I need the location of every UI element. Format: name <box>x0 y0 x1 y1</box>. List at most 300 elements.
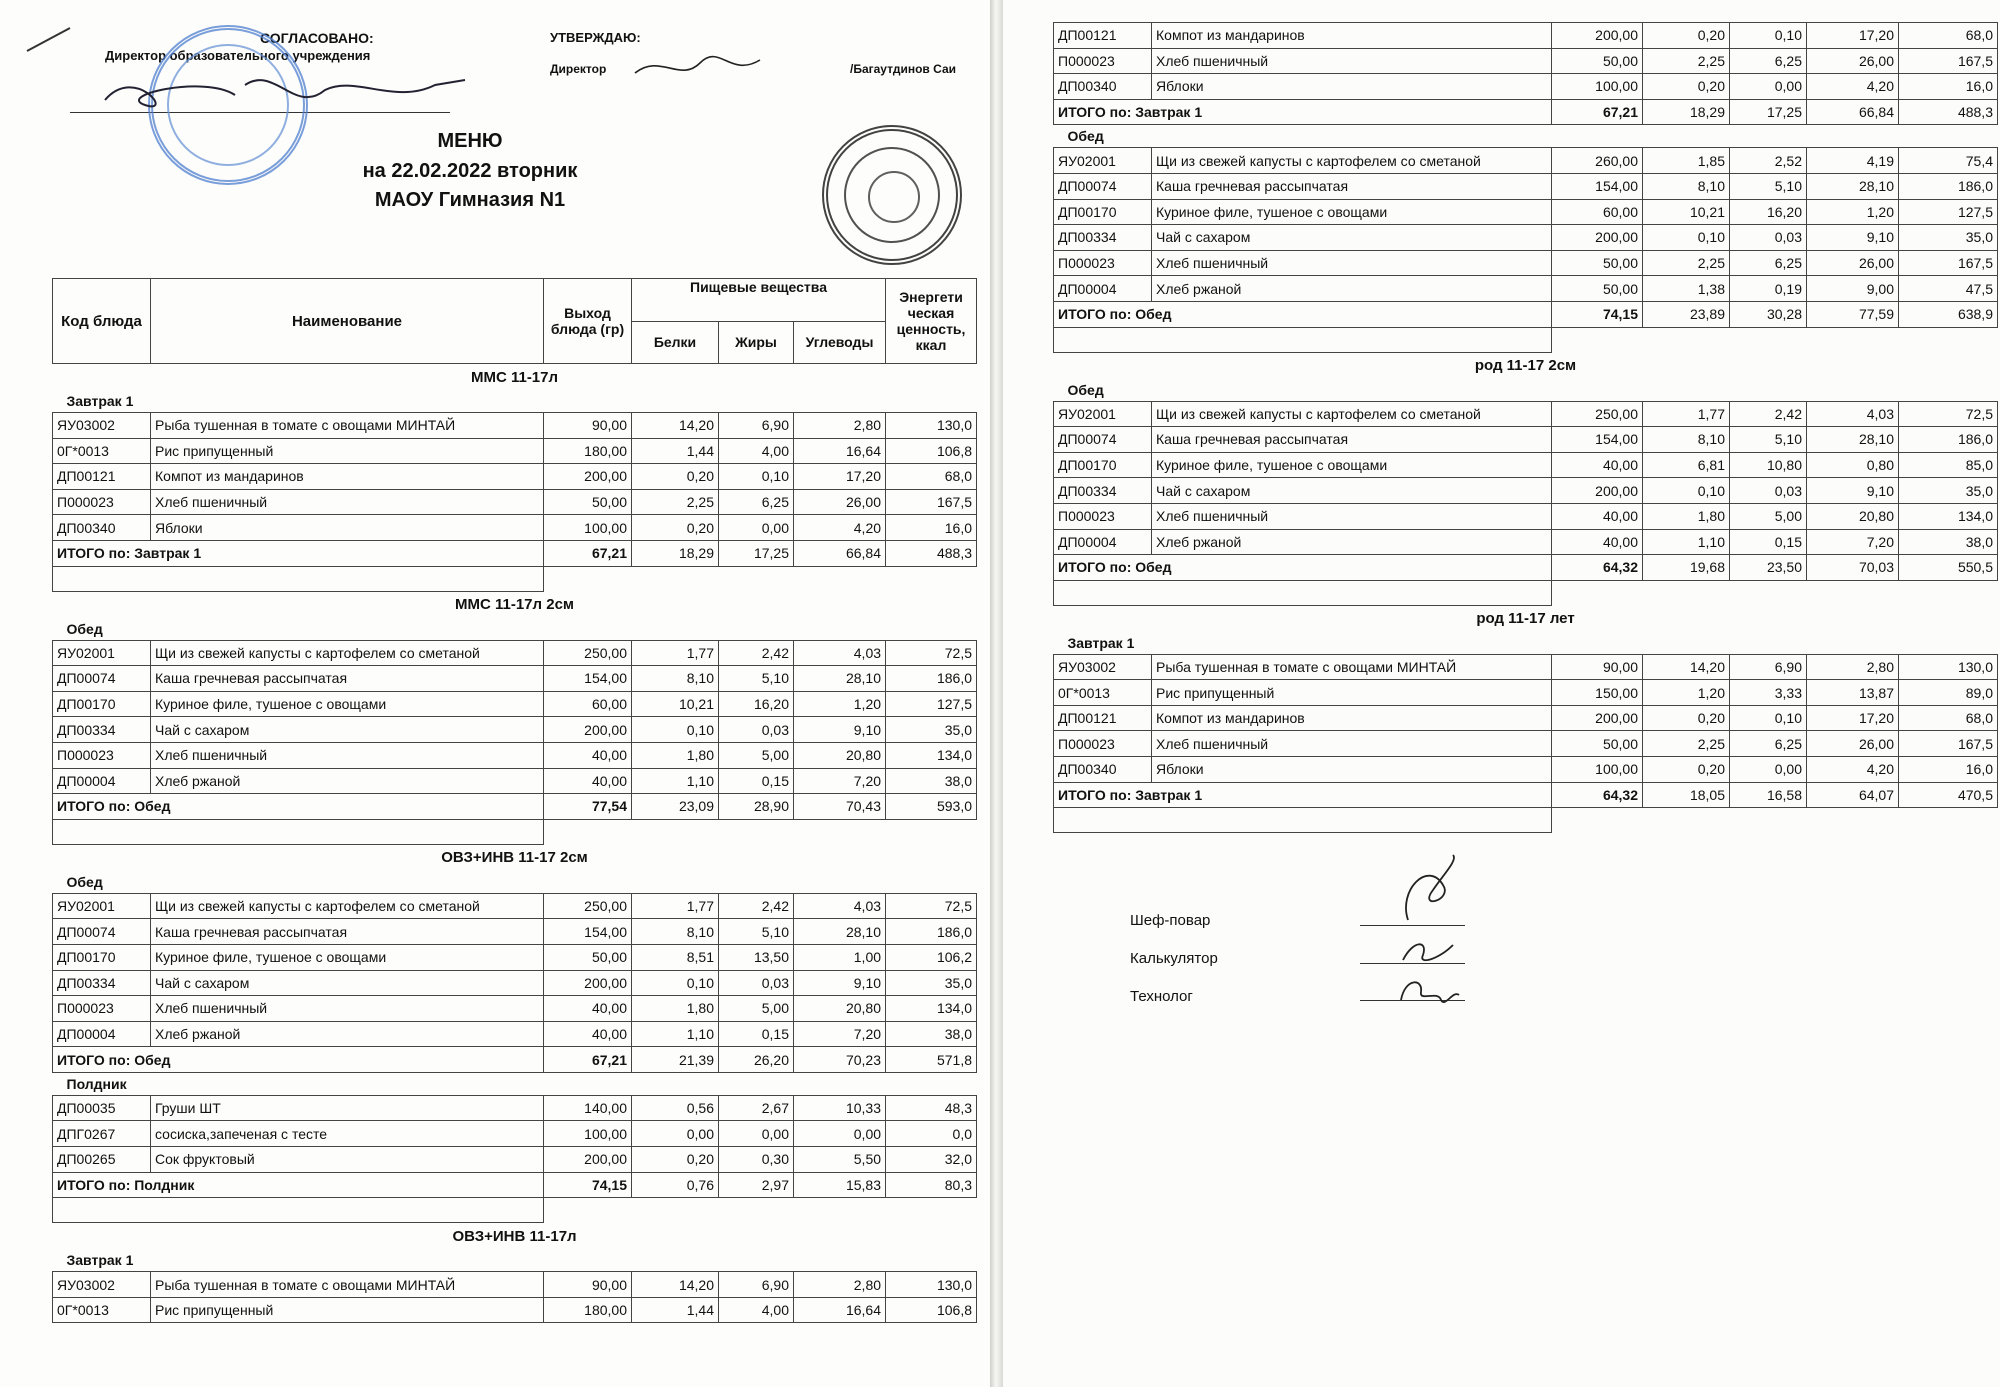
dish-energy: 68,0 <box>1899 705 1998 731</box>
dish-name: Щи из свежей капусты с картофелем со сметаной <box>151 893 544 919</box>
spacer-cell <box>53 566 544 591</box>
dish-code: ЯУ02001 <box>53 640 151 666</box>
dish-fats: 2,52 <box>1730 148 1807 174</box>
dish-yield: 100,00 <box>544 515 632 541</box>
dish-code: ДП00004 <box>53 1021 151 1047</box>
dish-proteins: 8,51 <box>632 944 719 970</box>
dish-yield: 180,00 <box>544 1297 632 1323</box>
dish-fats: 0,15 <box>719 1021 794 1047</box>
dish-proteins: 1,80 <box>632 996 719 1022</box>
total-label: ИТОГО по: Завтрак 1 <box>53 540 544 566</box>
dish-proteins: 1,80 <box>1643 503 1730 529</box>
dish-carbs: 26,00 <box>1807 250 1899 276</box>
dish-code: ДП00334 <box>1054 225 1152 251</box>
dish-yield: 60,00 <box>544 691 632 717</box>
dish-code: ДП00340 <box>1054 757 1152 783</box>
calculator-label: Калькулятор <box>1130 950 1218 967</box>
dish-energy: 35,0 <box>1899 225 1998 251</box>
total-yield: 74,15 <box>1552 301 1643 327</box>
page-gutter <box>990 0 1003 1387</box>
dish-name: Хлеб ржаной <box>1152 529 1552 555</box>
dish-carbs: 9,10 <box>794 717 886 743</box>
dish-fats: 0,00 <box>719 1121 794 1147</box>
dish-code: П000023 <box>1054 503 1152 529</box>
dish-code: ДП00265 <box>53 1147 151 1173</box>
dish-energy: 186,0 <box>1899 173 1998 199</box>
dish-energy: 38,0 <box>886 1021 977 1047</box>
dish-proteins: 0,00 <box>632 1121 719 1147</box>
dish-name: Груши ШТ <box>151 1095 544 1121</box>
dish-name: Хлеб пшеничный <box>1152 731 1552 757</box>
dish-name: Чай с сахаром <box>151 717 544 743</box>
table-row <box>1054 173 1998 199</box>
dish-yield: 100,00 <box>1552 757 1643 783</box>
approval-left-title: СОГЛАСОВАНО: <box>260 30 374 46</box>
dish-carbs: 1,00 <box>794 944 886 970</box>
total-proteins: 23,09 <box>632 794 719 820</box>
dish-proteins: 10,21 <box>1643 199 1730 225</box>
total-carbs: 77,59 <box>1807 301 1899 327</box>
meal-title: Обед <box>66 873 103 890</box>
total-fats: 17,25 <box>1730 99 1807 125</box>
section-title: род 11-17 лет <box>1476 610 1575 628</box>
director-signature <box>95 55 475 125</box>
dish-code: ДП00004 <box>53 768 151 794</box>
dish-carbs: 20,80 <box>794 996 886 1022</box>
dish-carbs: 4,20 <box>1807 74 1899 100</box>
total-energy: 571,8 <box>886 1047 977 1073</box>
dish-code: П000023 <box>53 996 151 1022</box>
dish-proteins: 1,10 <box>632 768 719 794</box>
dish-fats: 0,03 <box>1730 225 1807 251</box>
total-carbs: 66,84 <box>1807 99 1899 125</box>
dish-energy: 106,8 <box>886 438 977 464</box>
dish-name: сосиска,запеченая с тесте <box>151 1121 544 1147</box>
dish-yield: 200,00 <box>544 970 632 996</box>
dish-fats: 5,10 <box>719 666 794 692</box>
dish-yield: 250,00 <box>1552 401 1643 427</box>
corner-mark <box>25 25 75 55</box>
dish-fats: 5,10 <box>1730 173 1807 199</box>
left-sec3-snack-total <box>53 1172 977 1223</box>
spacer-cell <box>53 819 544 844</box>
table-row <box>53 1121 977 1147</box>
dish-carbs: 5,50 <box>794 1147 886 1173</box>
right-top-lunch-rows <box>1054 148 1998 302</box>
dish-energy: 16,0 <box>886 515 977 541</box>
dish-carbs: 10,33 <box>794 1095 886 1121</box>
left-sec3-snack <box>53 1072 977 1095</box>
total-energy: 550,5 <box>1899 555 1998 581</box>
header-carbs: Углеводы <box>794 321 886 364</box>
dish-carbs: 28,10 <box>794 919 886 945</box>
right-top-lunch-total <box>1054 301 1998 352</box>
dish-energy: 186,0 <box>1899 427 1998 453</box>
total-fats: 26,20 <box>719 1047 794 1073</box>
table-row <box>53 666 977 692</box>
meal-title: Обед <box>1067 128 1104 145</box>
dish-code: ЯУ02001 <box>53 893 151 919</box>
total-label: ИТОГО по: Завтрак 1 <box>1054 782 1552 808</box>
total-carbs: 64,07 <box>1807 782 1899 808</box>
dish-code: ЯУ03002 <box>53 413 151 439</box>
dish-fats: 5,00 <box>1730 503 1807 529</box>
dish-energy: 134,0 <box>886 996 977 1022</box>
dish-energy: 130,0 <box>1899 654 1998 680</box>
table-row <box>53 1272 977 1298</box>
dish-name: Рыба тушенная в томате с овощами МИНТАЙ <box>151 413 544 439</box>
dish-code: П000023 <box>53 489 151 515</box>
dish-proteins: 0,56 <box>632 1095 719 1121</box>
right-top-lunch <box>1054 125 1998 148</box>
dish-code: ДП00035 <box>53 1095 151 1121</box>
table-row <box>1054 731 1998 757</box>
dish-proteins: 2,25 <box>1643 250 1730 276</box>
dish-code: ДП00121 <box>1054 705 1152 731</box>
dish-name: Куриное филе, тушеное с овощами <box>151 944 544 970</box>
dish-carbs: 0,80 <box>1807 452 1899 478</box>
total-energy: 488,3 <box>1899 99 1998 125</box>
left-sec2 <box>53 591 977 640</box>
dish-code: ЯУ03002 <box>53 1272 151 1298</box>
dish-carbs: 1,20 <box>794 691 886 717</box>
table-row <box>53 640 977 666</box>
dish-yield: 40,00 <box>544 742 632 768</box>
chef-label: Шеф-повар <box>1130 912 1211 929</box>
section-title: род 11-17 2см <box>1474 357 1577 375</box>
dish-yield: 100,00 <box>1552 74 1643 100</box>
table-row <box>1054 705 1998 731</box>
dish-name: Рыба тушенная в томате с овощами МИНТАЙ <box>1152 654 1552 680</box>
dish-yield: 200,00 <box>544 717 632 743</box>
dish-proteins: 0,10 <box>632 970 719 996</box>
dish-carbs: 17,20 <box>794 464 886 490</box>
total-energy: 488,3 <box>886 540 977 566</box>
menu-table-left <box>52 278 977 1323</box>
dish-yield: 200,00 <box>544 1147 632 1173</box>
dish-yield: 180,00 <box>544 438 632 464</box>
menu-school: МАОУ Гимназия N1 <box>374 189 566 211</box>
dish-code: 0Г*0013 <box>1054 680 1152 706</box>
chef-signature <box>1388 850 1468 930</box>
dish-proteins: 1,10 <box>632 1021 719 1047</box>
total-yield: 67,21 <box>544 1047 632 1073</box>
total-row <box>53 540 977 566</box>
left-sec4 <box>53 1223 977 1272</box>
official-stamp <box>822 125 962 265</box>
dish-fats: 0,10 <box>1730 705 1807 731</box>
spacer-cell <box>53 1198 544 1223</box>
dish-carbs: 7,20 <box>1807 529 1899 555</box>
table-row <box>53 768 977 794</box>
total-fats: 16,58 <box>1730 782 1807 808</box>
dish-carbs: 28,10 <box>1807 173 1899 199</box>
dish-code: 0Г*0013 <box>53 1297 151 1323</box>
left-sec3-snack-rows <box>53 1095 977 1172</box>
total-energy: 470,5 <box>1899 782 1998 808</box>
dish-name: Куриное филе, тушеное с овощами <box>1152 452 1552 478</box>
dish-name: Хлеб ржаной <box>151 1021 544 1047</box>
total-label: ИТОГО по: Завтрак 1 <box>1054 99 1552 125</box>
dish-code: П000023 <box>1054 250 1152 276</box>
total-label: ИТОГО по: Полдник <box>53 1172 544 1198</box>
dish-carbs: 9,10 <box>1807 478 1899 504</box>
right-sec2-total <box>1054 555 1998 606</box>
dish-yield: 154,00 <box>1552 427 1643 453</box>
dish-proteins: 2,25 <box>1643 48 1730 74</box>
dish-code: ДП00074 <box>1054 173 1152 199</box>
spacer-cell <box>1552 327 1998 352</box>
left-sec3-total <box>53 1047 977 1073</box>
dish-carbs: 28,10 <box>1807 427 1899 453</box>
menu-title: МЕНЮ <box>437 130 503 152</box>
dish-name: Хлеб пшеничный <box>151 489 544 515</box>
dish-fats: 5,00 <box>719 742 794 768</box>
dish-yield: 50,00 <box>544 944 632 970</box>
dish-energy: 127,5 <box>886 691 977 717</box>
dish-yield: 40,00 <box>1552 503 1643 529</box>
dish-fats: 6,25 <box>1730 48 1807 74</box>
table-header-row <box>53 279 977 322</box>
dish-carbs: 4,20 <box>1807 757 1899 783</box>
dish-name: Хлеб ржаной <box>1152 276 1552 302</box>
total-proteins: 19,68 <box>1643 555 1730 581</box>
dish-carbs: 4,19 <box>1807 148 1899 174</box>
dish-energy: 106,2 <box>886 944 977 970</box>
dish-code: ДП00170 <box>1054 452 1152 478</box>
dish-energy: 68,0 <box>886 464 977 490</box>
total-carbs: 70,03 <box>1807 555 1899 581</box>
dish-yield: 260,00 <box>1552 148 1643 174</box>
table-row <box>1054 199 1998 225</box>
dish-proteins: 14,20 <box>632 413 719 439</box>
dish-name: Хлеб пшеничный <box>151 996 544 1022</box>
total-energy: 80,3 <box>886 1172 977 1198</box>
total-energy: 593,0 <box>886 794 977 820</box>
dish-code: ДП00340 <box>1054 74 1152 100</box>
right-sec2-rows <box>1054 401 1998 555</box>
dish-carbs: 13,87 <box>1807 680 1899 706</box>
table-row <box>53 944 977 970</box>
right-sec3-rows <box>1054 654 1998 782</box>
dish-name: Куриное филе, тушеное с овощами <box>151 691 544 717</box>
dish-code: П000023 <box>53 742 151 768</box>
dish-proteins: 1,10 <box>1643 529 1730 555</box>
dish-yield: 250,00 <box>544 640 632 666</box>
dish-name: Куриное филе, тушеное с овощами <box>1152 199 1552 225</box>
dish-fats: 0,10 <box>1730 23 1807 49</box>
right-top-rows <box>1054 23 1998 100</box>
right-page <box>1003 0 2000 1387</box>
total-row <box>53 794 977 820</box>
dish-proteins: 1,44 <box>632 438 719 464</box>
dish-energy: 167,5 <box>1899 250 1998 276</box>
spacer-cell <box>1054 580 1552 605</box>
dish-name: Хлеб пшеничный <box>1152 48 1552 74</box>
spacer-cell <box>1054 808 1552 833</box>
technologist-signature <box>1393 970 1463 1010</box>
total-carbs: 70,23 <box>794 1047 886 1073</box>
header-code: Код блюда <box>53 279 151 364</box>
meal-title: Обед <box>66 620 103 637</box>
dish-carbs: 4,20 <box>794 515 886 541</box>
table-row <box>1054 276 1998 302</box>
total-proteins: 0,76 <box>632 1172 719 1198</box>
section-title: ММС 11-17л <box>470 368 559 386</box>
dish-code: 0Г*0013 <box>53 438 151 464</box>
table-row <box>53 717 977 743</box>
table-row <box>1054 452 1998 478</box>
left-sec1-total <box>53 540 977 591</box>
spacer-row <box>1054 580 1998 605</box>
spacer-row <box>1054 327 1998 352</box>
dish-proteins: 1,77 <box>632 893 719 919</box>
dish-fats: 13,50 <box>719 944 794 970</box>
meal-title: Полдник <box>66 1075 127 1092</box>
dish-name: Каша гречневая рассыпчатая <box>151 666 544 692</box>
total-proteins: 18,29 <box>632 540 719 566</box>
table-row <box>1054 74 1998 100</box>
dish-energy: 72,5 <box>1899 401 1998 427</box>
dish-energy: 72,5 <box>886 893 977 919</box>
meal-title: Завтрак 1 <box>66 1252 134 1269</box>
total-proteins: 18,29 <box>1643 99 1730 125</box>
dish-proteins: 0,20 <box>632 464 719 490</box>
dish-energy: 167,5 <box>1899 731 1998 757</box>
dish-carbs: 16,64 <box>794 1297 886 1323</box>
dish-yield: 40,00 <box>544 768 632 794</box>
dish-carbs: 26,00 <box>1807 731 1899 757</box>
technologist-label: Технолог <box>1130 988 1193 1005</box>
total-yield: 77,54 <box>544 794 632 820</box>
dish-yield: 90,00 <box>544 1272 632 1298</box>
dish-proteins: 0,20 <box>1643 23 1730 49</box>
dish-name: Яблоки <box>151 515 544 541</box>
spacer-cell <box>544 1198 977 1223</box>
dish-carbs: 7,20 <box>794 768 886 794</box>
dish-code: ЯУ02001 <box>1054 148 1152 174</box>
table-row <box>53 970 977 996</box>
dish-yield: 90,00 <box>1552 654 1643 680</box>
dish-code: ДП00004 <box>1054 529 1152 555</box>
dish-code: ДП00170 <box>53 944 151 970</box>
table-row <box>1054 654 1998 680</box>
dish-code: ДП00334 <box>53 970 151 996</box>
dish-fats: 0,15 <box>719 768 794 794</box>
table-row <box>1054 48 1998 74</box>
dish-code: ДП00004 <box>1054 276 1152 302</box>
section-title: ММС 11-17л 2см <box>455 596 575 614</box>
dish-energy: 68,0 <box>1899 23 1998 49</box>
dish-yield: 40,00 <box>544 996 632 1022</box>
total-carbs: 15,83 <box>794 1172 886 1198</box>
dish-proteins: 1,85 <box>1643 148 1730 174</box>
dish-name: Яблоки <box>1152 757 1552 783</box>
dish-fats: 0,15 <box>1730 529 1807 555</box>
dish-carbs: 4,03 <box>1807 401 1899 427</box>
dish-name: Компот из мандаринов <box>151 464 544 490</box>
dish-code: ДПГ0267 <box>53 1121 151 1147</box>
dish-yield: 200,00 <box>1552 478 1643 504</box>
dish-code: ДП00074 <box>53 666 151 692</box>
dish-energy: 35,0 <box>1899 478 1998 504</box>
dish-carbs: 9,00 <box>1807 276 1899 302</box>
total-carbs: 66,84 <box>794 540 886 566</box>
table-row <box>53 996 977 1022</box>
menu-table-right <box>1053 22 1998 833</box>
dish-name: Хлеб пшеничный <box>1152 250 1552 276</box>
dish-energy: 0,0 <box>886 1121 977 1147</box>
dish-fats: 0,03 <box>719 717 794 743</box>
left-sec3-rows <box>53 893 977 1047</box>
dish-fats: 0,19 <box>1730 276 1807 302</box>
table-row <box>53 438 977 464</box>
dish-name: Сок фруктовый <box>151 1147 544 1173</box>
table-row <box>53 1021 977 1047</box>
total-yield: 64,32 <box>1552 555 1643 581</box>
dish-proteins: 0,20 <box>632 515 719 541</box>
dish-yield: 200,00 <box>1552 705 1643 731</box>
dish-carbs: 17,20 <box>1807 23 1899 49</box>
total-yield: 74,15 <box>544 1172 632 1198</box>
dish-fats: 6,25 <box>719 489 794 515</box>
dish-energy: 130,0 <box>886 413 977 439</box>
dish-energy: 38,0 <box>886 768 977 794</box>
dish-yield: 154,00 <box>1552 173 1643 199</box>
dish-yield: 60,00 <box>1552 199 1643 225</box>
spacer-cell <box>1552 808 1998 833</box>
dish-yield: 50,00 <box>1552 250 1643 276</box>
dish-name: Щи из свежей капусты с картофелем со сметаной <box>151 640 544 666</box>
dish-fats: 0,00 <box>1730 757 1807 783</box>
table-row <box>53 919 977 945</box>
spacer-cell <box>1054 327 1552 352</box>
right-sec2 <box>1054 352 1998 401</box>
dish-carbs: 0,00 <box>794 1121 886 1147</box>
table-row <box>1054 401 1998 427</box>
table-row <box>53 1095 977 1121</box>
dish-yield: 50,00 <box>1552 48 1643 74</box>
total-proteins: 18,05 <box>1643 782 1730 808</box>
header-proteins: Белки <box>632 321 719 364</box>
dish-carbs: 7,20 <box>794 1021 886 1047</box>
dish-energy: 89,0 <box>1899 680 1998 706</box>
table-row <box>1054 757 1998 783</box>
dish-proteins: 1,44 <box>632 1297 719 1323</box>
dish-energy: 16,0 <box>1899 757 1998 783</box>
section-title: ОВЗ+ИНВ 11-17л <box>452 1227 577 1245</box>
dish-proteins: 8,10 <box>1643 427 1730 453</box>
dish-code: ДП00334 <box>1054 478 1152 504</box>
left-sec1 <box>53 364 977 413</box>
dish-fats: 4,00 <box>719 1297 794 1323</box>
total-row <box>1054 555 1998 581</box>
header-name: Наименование <box>151 279 544 364</box>
dish-energy: 130,0 <box>886 1272 977 1298</box>
dish-energy: 16,0 <box>1899 74 1998 100</box>
dish-yield: 40,00 <box>1552 452 1643 478</box>
dish-proteins: 1,77 <box>632 640 719 666</box>
dish-proteins: 0,10 <box>1643 225 1730 251</box>
total-yield: 67,21 <box>544 540 632 566</box>
dish-fats: 5,10 <box>719 919 794 945</box>
dish-name: Яблоки <box>1152 74 1552 100</box>
dish-carbs: 9,10 <box>1807 225 1899 251</box>
dish-proteins: 1,38 <box>1643 276 1730 302</box>
dish-carbs: 9,10 <box>794 970 886 996</box>
table-row <box>53 742 977 768</box>
dish-name: Каша гречневая рассыпчатая <box>151 919 544 945</box>
